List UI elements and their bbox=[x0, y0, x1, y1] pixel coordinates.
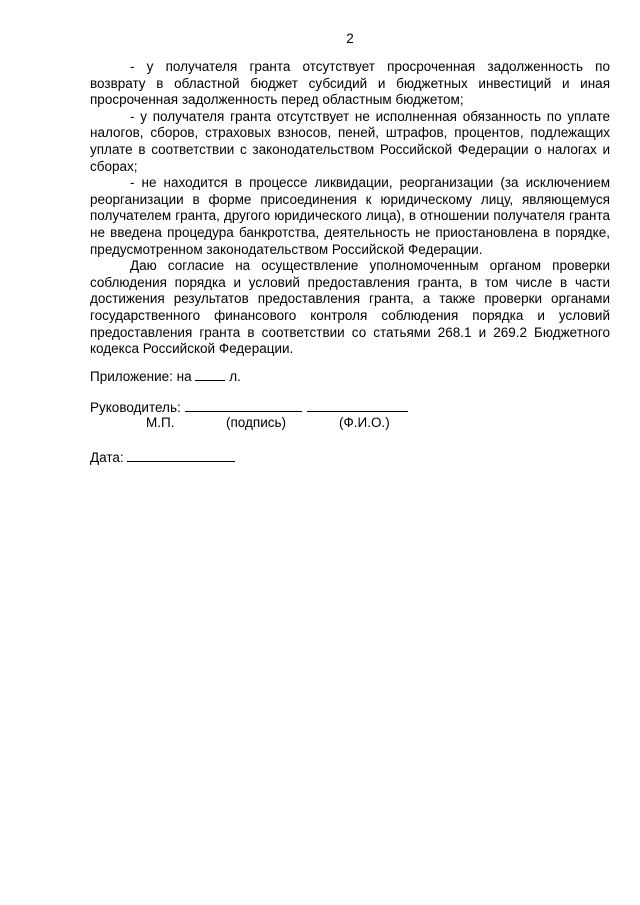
head-signature-line bbox=[90, 399, 408, 416]
name-caption: (Ф.И.О.) bbox=[339, 415, 390, 430]
page-number: 2 bbox=[346, 31, 354, 46]
name-blank bbox=[307, 399, 408, 412]
stamp-label: М.П. bbox=[146, 415, 175, 430]
date-line bbox=[90, 449, 235, 466]
paragraph-no-tax-arrears: - у получателя гранта отсутствует не исполненная обязанность по уплате налогов, сборов, страховых взносов, пеней, штрафов, процентов, подлежащих уплате в соответствии с законодательством Российской Федерации о налогах и сборах; bbox=[90, 108, 610, 174]
signature-caption: (подпись) bbox=[226, 415, 287, 430]
attachment-line bbox=[90, 368, 241, 385]
attachment-suffix: л. bbox=[229, 369, 241, 384]
attachment-pages-blank bbox=[195, 368, 225, 381]
paragraph-consent-to-inspection: Даю согласие на осуществление уполномоченным органом проверки соблюдения порядка и условий предоставления гранта, в том числе в части достижения результатов предоставления гранта, а также проверки органами государственного финансового контроля соблюдения порядка и условий предоставления гранта в соответствии со статьями 268.1 и 269.2 Бюджетного кодекса Российской Федерации. bbox=[90, 258, 610, 357]
head-label: Руководитель: bbox=[90, 400, 181, 415]
attachment-label: Приложение: на bbox=[90, 369, 192, 384]
paragraph-not-in-liquidation: - не находится в процессе ликвидации, реорганизации (за исключением реорганизации в форме присоединения к юридическому лицу, являющемуся получателем гранта, другого юридического лица), в отношении получателя гранта не введена процедура банкротства, деятельность не приостановлена в порядке, предусмотренном законодательством Российской Федерации. bbox=[90, 175, 610, 257]
paragraph-no-overdue-debt: - у получателя гранта отсутствует просроченная задолженность по возврату в областной бюджет субсидий и бюджетных инвестиций и иная просроченная задолженность перед областным бюджетом; bbox=[90, 59, 610, 108]
signature-captions bbox=[0, 415, 640, 431]
body-text bbox=[90, 59, 610, 358]
date-blank bbox=[127, 449, 235, 462]
signature-blank bbox=[185, 399, 302, 412]
date-label: Дата: bbox=[90, 450, 124, 465]
